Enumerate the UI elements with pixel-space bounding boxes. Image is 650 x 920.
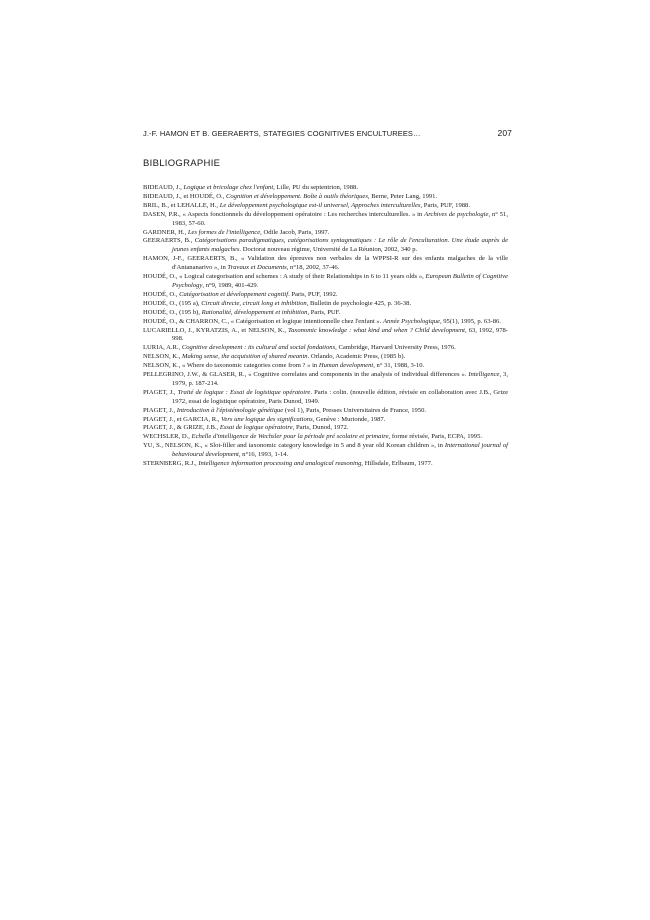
bibliography-entry <box>143 460 508 469</box>
entry-text: , forme révisée, Paris, ECPA, 1995. <box>388 433 483 441</box>
bibliography-entry <box>143 442 508 460</box>
entry-text: BIDEAUD, J., <box>143 184 184 191</box>
entry-text: (vol 1), Paris, Presses Universitaires de France, 1950. <box>283 406 427 414</box>
entry-text: STERNBERG, R.J., <box>143 460 199 468</box>
entry-title: Archives de psychologie <box>424 210 489 218</box>
entry-text: , Paris, Dunod, 1972. <box>292 424 349 432</box>
bibliography-entry <box>143 193 508 202</box>
entry-title: Echelle d'intelligence de Wechsler pour la période pré scolaire et primaire <box>191 433 389 441</box>
entry-text: , Berne, Peter Lang, 1991. <box>367 192 438 200</box>
section-title: BIBLIOGRAPHIE <box>143 158 221 169</box>
bibliography-entry <box>143 202 508 211</box>
bibliography-entry <box>143 309 508 318</box>
entry-title: Cognition et développement. Boîte à outils théoriques <box>225 192 368 200</box>
bibliography-entry <box>143 318 508 327</box>
bibliography-entry <box>143 389 508 407</box>
entry-text: , n°18, 2002, 37-46. <box>286 264 340 272</box>
entry-title: Essai de logique opératoire <box>219 424 293 432</box>
entry-title: Vers une logique des significations <box>221 415 313 423</box>
entry-text: HOUDÉ, O., (195 a), <box>143 299 202 307</box>
bibliography-entry <box>143 300 508 309</box>
entry-text: GEERAERTS, B., <box>143 237 195 245</box>
entry-text: , Lille, PU du septentrion, 1988. <box>273 184 358 191</box>
entry-text: . Orlando, Academic Press, (1985 b). <box>307 353 406 361</box>
entry-text: PIAGET, J., <box>143 406 177 414</box>
entry-title: Logique et bricolage chez l'enfant <box>183 184 274 191</box>
bibliography-list <box>143 184 508 469</box>
entry-text: . Doctorat nouveau régime, Université de La Réunion, 2002, 340 p. <box>239 246 418 254</box>
entry-title: Travaux et Documents <box>227 264 287 272</box>
entry-text: HOUDÉ, O., <box>143 290 180 298</box>
entry-title: Rationalité, développement et inhibition <box>201 308 308 316</box>
entry-title: Cognitive development : its cultural and social fondations <box>181 344 336 352</box>
entry-title: Circuit directe, circuit long et inhibition <box>201 299 307 307</box>
entry-text: . Paris : colin. (nouvelle édition, révisée en collaboration avec J.B., Grize 1972, essai de logistique opératoire, Paris Dunod, 1949. <box>172 388 509 405</box>
entry-text: PELLEGRINO, J.W., & GLASER, R., « Cognitive correlates and components in the analysis of individual differences ». <box>143 371 469 379</box>
entry-text: NELSON, K., « Where do taxonomic categories come from ? » in <box>143 362 319 370</box>
entry-text: HOUDÉ, O., & CHARRON, C., « Catégorisation et logique intentionnelle chez l'enfant ». <box>143 317 383 325</box>
bibliography-entry <box>143 327 508 345</box>
entry-text: , Cambridge, Harvard University Press, 1976. <box>335 344 456 352</box>
bibliography-entry <box>143 237 508 255</box>
entry-title: Intelligence <box>468 371 500 379</box>
running-head-authors: J.-F. HAMON ET B. GEERAERTS, STATEGIES COGNITIVES ENCULTUREES… <box>143 129 421 138</box>
entry-text: . Paris, PUF, 1992. <box>288 290 338 298</box>
bibliography-entry <box>143 407 508 416</box>
page-number: 207 <box>497 128 512 138</box>
entry-text: , n° 31, 1988, 3-10. <box>373 362 425 370</box>
entry-title: Taxonomic knowledge : what kind and when ? Child development <box>288 326 465 334</box>
entry-text: PIAGET, J., & GRIZE, J.B., <box>143 424 220 432</box>
entry-text: , 95(1), 1995, p. 63-86. <box>439 317 501 325</box>
entry-title: European Bulletin of Cognitive Psychology <box>172 273 508 289</box>
bibliography-entry <box>143 416 508 425</box>
entry-title: Catégorisation et développement cognitif <box>179 290 289 298</box>
entry-title: Human development <box>318 362 374 370</box>
bibliography-entry <box>143 371 508 389</box>
entry-title: Catégorisations paradigmatiques, catégorisations syntagmatiques : Le rôle de l'enculturation. Une étude auprès de jeunes enfants malgaches <box>172 237 509 254</box>
entry-title: Making sense, the acquisition of shared meanin <box>182 353 308 361</box>
running-head <box>143 128 512 138</box>
entry-title: Introduction à l'épistémologie génétique <box>176 406 284 414</box>
bibliography-entry <box>143 211 508 229</box>
bibliography-entry <box>143 344 508 353</box>
entry-text: , 3, 1979, p. 187-214. <box>172 371 508 387</box>
entry-text: LUCARIELLO, J., KYRATZIS, A., et NELSON, K., <box>143 326 289 334</box>
entry-text: , Paris, PUF, 1988. <box>420 201 470 209</box>
entry-title: Traité de logique : Essai de logistique opératoire <box>177 388 311 396</box>
bibliography-entry <box>143 291 508 300</box>
entry-text: DASEN, P.R., « Aspects fonctionnels du développement opératoire : Les recherches interculturelles. » in <box>143 210 425 218</box>
entry-title: Le développement psychologique est-il universel, Approches interculturelles <box>219 201 421 209</box>
entry-text: YU, S., NELSON, K., « Slot-filler and taxonomic category knowledge in 5 and 8 year old Korean children », in <box>143 442 445 450</box>
bibliography-entry <box>143 184 508 193</box>
entry-text: , n°16, 1993, 1-14. <box>238 451 289 459</box>
entry-text: BIDEAUD, J., et HOUDÉ, O., <box>143 192 226 200</box>
entry-title: Les formes de l'intelligence <box>187 228 261 236</box>
entry-text: , n° 51, 1983, 57-60. <box>172 210 509 227</box>
entry-text: , Genève : Murionde, 1987. <box>312 415 386 423</box>
entry-text: GARDNER, H., <box>143 228 188 236</box>
bibliography-entry <box>143 255 508 273</box>
entry-text: , Paris, PUF. <box>307 308 341 316</box>
entry-text: HOUDÉ, O., (195 b), <box>143 308 202 316</box>
bibliography-entry <box>143 433 508 442</box>
entry-text: , n°9, 1989, 401-429. <box>202 281 259 289</box>
entry-text: PIAGET, J., <box>143 388 178 396</box>
entry-title: Intelligence information processing and analogical reasoning <box>198 460 362 468</box>
entry-text: , 63, 1992, 978-998. <box>172 326 508 343</box>
entry-text: NELSON, K., <box>143 353 183 361</box>
entry-title: International journal of behavioural development <box>172 442 509 459</box>
entry-text: PIAGET, J., et GARCIA, R., <box>143 415 222 423</box>
entry-text: HAMON, J-F., GEERAERTS, B., « Validation des épreuves non verbales de la WPPSI-R sur des enfants malgaches de la ville d'Antananarivo », in <box>143 255 508 272</box>
entry-text: , Bulletin de psychologie 425, p. 36-38. <box>306 299 412 307</box>
entry-text: LURIA, A.R., <box>143 344 182 352</box>
entry-text: , Odile Jacob, Paris, 1997. <box>260 228 330 236</box>
bibliography-entry <box>143 424 508 433</box>
bibliography-entry <box>143 229 508 238</box>
entry-text: HOUDÉ, O., « Logical categorisation and schemes : A study of their Relationships in 6 to 11 years olds », <box>143 273 426 281</box>
bibliography-entry <box>143 353 508 362</box>
entry-text: WECHSLER, D., <box>143 433 192 441</box>
bibliography-entry <box>143 362 508 371</box>
bibliography-entry <box>143 273 508 291</box>
entry-title: Année Psychologique <box>383 317 440 325</box>
entry-text: , Hillsdale, Erlbaum, 1977. <box>361 460 433 468</box>
entry-text: BRIL, B., et LEHALLE, H., <box>143 201 220 209</box>
